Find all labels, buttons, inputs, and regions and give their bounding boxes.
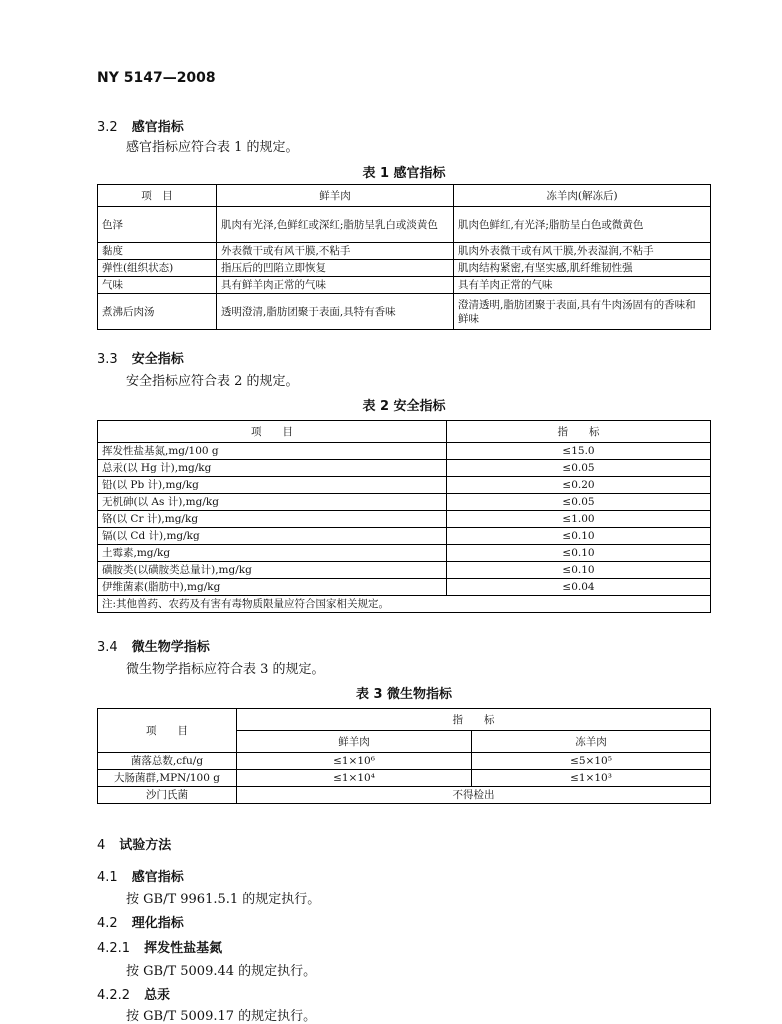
cell: 肌肉色鲜红,有光泽;脂肪呈白色或微黄色: [454, 207, 711, 243]
table-row: [98, 460, 711, 477]
cell: 磺胺类(以磺胺类总量计),mg/kg: [98, 562, 447, 579]
section-number: 3.4: [97, 640, 118, 655]
table-header-row: [98, 185, 711, 207]
cell: 伊维菌素(脂肪中),mg/kg: [98, 579, 447, 596]
cell: 外表微干或有风干膜,不粘手: [217, 243, 454, 260]
cell: 肌肉外表微干或有风干膜,外表湿润,不粘手: [454, 243, 711, 260]
subheader-cell: 冻羊肉: [472, 731, 711, 753]
cell: ≤0.10: [447, 545, 711, 562]
section-3-3-heading: [97, 348, 184, 367]
header-cell: 指 标: [237, 709, 711, 731]
table-row: [98, 579, 711, 596]
section-3-4-heading: [97, 636, 210, 655]
table-1-caption: 表 1 感官指标: [362, 166, 446, 181]
section-3-2-text: 感官指标应符合表 1 的规定。: [126, 140, 299, 155]
section-title: 感官指标: [131, 120, 184, 135]
table-row: [98, 294, 711, 330]
cell: 具有羊肉正常的气味: [454, 277, 711, 294]
header-cell: 鲜羊肉: [217, 185, 454, 207]
table-row: [98, 787, 711, 804]
section-title: 理化指标: [131, 916, 184, 931]
cell: 色泽: [98, 207, 217, 243]
section-title: 总汞: [144, 988, 171, 1003]
cell: 不得检出: [237, 787, 711, 804]
cell: 沙门氏菌: [98, 787, 237, 804]
cell: ≤15.0: [447, 443, 711, 460]
table-row: [98, 243, 711, 260]
header-cell: 项 目: [98, 421, 447, 443]
cell: 土霉素,mg/kg: [98, 545, 447, 562]
cell: ≤0.05: [447, 460, 711, 477]
cell: 指压后的凹陷立即恢复: [217, 260, 454, 277]
table-2-safety: [97, 420, 711, 613]
table-note-row: [98, 596, 711, 613]
table-header-row: [98, 421, 711, 443]
table-row: [98, 528, 711, 545]
section-4-1-text: 按 GB/T 9961.5.1 的规定执行。: [126, 892, 321, 907]
cell: 大肠菌群,MPN/100 g: [98, 770, 237, 787]
cell: ≤0.05: [447, 494, 711, 511]
section-4-2-1-text: 按 GB/T 5009.44 的规定执行。: [126, 964, 317, 979]
cell: 菌落总数,cfu/g: [98, 753, 237, 770]
section-number: 3.3: [97, 352, 118, 367]
subheader-cell: 鲜羊肉: [237, 731, 472, 753]
section-4-2-2-heading: [97, 984, 170, 1003]
cell: ≤1×10³: [472, 770, 711, 787]
table-row: [98, 770, 711, 787]
section-4-2-heading: [97, 912, 184, 931]
table-2-caption: 表 2 安全指标: [362, 399, 446, 414]
section-number: 3.2: [97, 120, 118, 135]
cell: 肌肉有光泽,色鲜红或深红;脂肪呈乳白或淡黄色: [217, 207, 454, 243]
cell: 总汞(以 Hg 计),mg/kg: [98, 460, 447, 477]
header-cell: 指 标: [447, 421, 711, 443]
cell: ≤1×10⁶: [237, 753, 472, 770]
standard-header: NY 5147—2008: [97, 70, 216, 86]
section-title: 微生物学指标: [131, 640, 210, 655]
cell: 无机砷(以 As 计),mg/kg: [98, 494, 447, 511]
cell: ≤5×10⁵: [472, 753, 711, 770]
table-row: [98, 562, 711, 579]
table-row: [98, 545, 711, 562]
cell: 透明澄清,脂肪团聚于表面,具特有香味: [217, 294, 454, 330]
section-number: 4.2.2: [97, 988, 131, 1003]
section-4-2-1-heading: [97, 937, 222, 956]
cell: ≤0.10: [447, 562, 711, 579]
section-title: 试验方法: [119, 838, 172, 853]
section-3-4-text: 微生物学指标应符合表 3 的规定。: [126, 662, 325, 677]
table-row: [98, 494, 711, 511]
cell: 肌肉结构紧密,有坚实感,肌纤维韧性强: [454, 260, 711, 277]
cell: ≤0.20: [447, 477, 711, 494]
section-4-2-2-text: 按 GB/T 5009.17 的规定执行。: [126, 1009, 317, 1024]
section-title: 感官指标: [131, 870, 184, 885]
header-cell: 冻羊肉(解冻后): [454, 185, 711, 207]
section-3-3-text: 安全指标应符合表 2 的规定。: [126, 374, 299, 389]
cell: ≤1.00: [447, 511, 711, 528]
table-row: [98, 207, 711, 243]
table-row: [98, 511, 711, 528]
section-number: 4.2.1: [97, 941, 131, 956]
section-number: 4.1: [97, 870, 118, 885]
cell: 煮沸后肉汤: [98, 294, 217, 330]
header-cell: 项 目: [98, 709, 237, 753]
cell: 弹性(组织状态): [98, 260, 217, 277]
table-row: [98, 753, 711, 770]
cell: ≤0.10: [447, 528, 711, 545]
cell: 具有鲜羊肉正常的气味: [217, 277, 454, 294]
cell: 气味: [98, 277, 217, 294]
cell: ≤1×10⁴: [237, 770, 472, 787]
cell: 镉(以 Cd 计),mg/kg: [98, 528, 447, 545]
header-cell: 项 目: [98, 185, 217, 207]
table-header-row: [98, 709, 711, 731]
table-row: [98, 260, 711, 277]
table-note: 注:其他兽药、农药及有害有毒物质限量应符合国家相关规定。: [98, 596, 711, 613]
table-row: [98, 277, 711, 294]
cell: ≤0.04: [447, 579, 711, 596]
cell: 澄清透明,脂肪团聚于表面,具有牛肉汤固有的香味和鲜味: [454, 294, 711, 330]
table-3-caption: 表 3 微生物指标: [355, 687, 453, 702]
section-number: 4: [97, 838, 106, 853]
table-3-microbial: [97, 708, 711, 804]
table-1-sensory: [97, 184, 711, 330]
cell: 铅(以 Pb 计),mg/kg: [98, 477, 447, 494]
section-number: 4.2: [97, 916, 118, 931]
section-4-heading: [97, 834, 171, 853]
section-4-1-heading: [97, 866, 184, 885]
section-3-2-heading: [97, 116, 184, 135]
cell: 黏度: [98, 243, 217, 260]
table-row: [98, 477, 711, 494]
cell: 挥发性盐基氮,mg/100 g: [98, 443, 447, 460]
cell: 铬(以 Cr 计),mg/kg: [98, 511, 447, 528]
table-row: [98, 443, 711, 460]
section-title: 挥发性盐基氮: [144, 941, 223, 956]
section-title: 安全指标: [131, 352, 184, 367]
